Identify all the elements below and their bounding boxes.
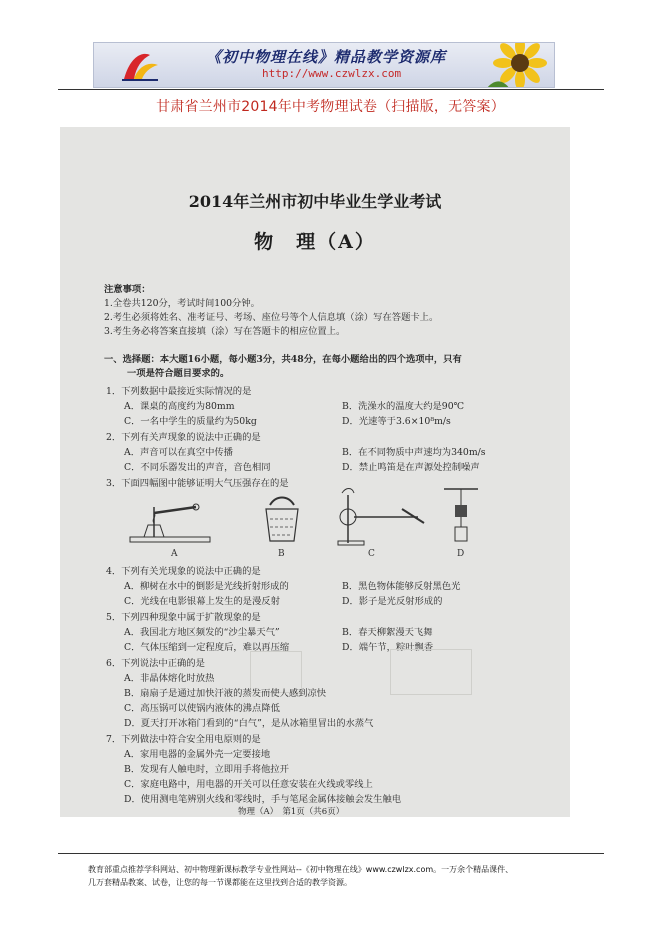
q2-option-b: B．在不同物质中声速均为340m/s — [342, 447, 486, 458]
exam-title: 2014年兰州市初中毕业生学业考试 — [188, 192, 442, 211]
figure-c-label: C — [368, 549, 375, 559]
q7-option-a: A．家用电器的金属外壳一定要接地 — [124, 749, 271, 760]
q7-stem: 7．下列做法中符合安全用电原则的是 — [106, 734, 261, 745]
q7-option-c: C．家庭电路中，用电器的开关可以任意安装在火线或零线上 — [124, 779, 373, 790]
site-logo-icon — [120, 49, 160, 83]
q5-option-d: D．端午节，粽叶飘香 — [342, 642, 434, 653]
q4-option-c: C．光线在电影银幕上发生的是漫反射 — [124, 596, 280, 607]
q4-option-a: A．柳树在水中的倒影是光线折射形成的 — [124, 581, 289, 592]
q6-stem: 6．下列说法中正确的是 — [106, 658, 205, 669]
site-footer — [88, 863, 608, 889]
q4-option-d: D．影子是光反射形成的 — [342, 596, 443, 607]
q3-stem: 3．下面四幅图中能够证明大气压强存在的是 — [106, 478, 289, 489]
q1-stem: 1．下列数据中最接近实际情况的是 — [106, 386, 252, 397]
q2-option-c: C．不同乐器发出的声音，音色相同 — [124, 462, 271, 473]
header-rule — [58, 89, 604, 90]
notice-heading: 注意事项： — [104, 284, 151, 295]
q4-stem: 4．下列有关光现象的说法中正确的是 — [106, 566, 261, 577]
q6-option-a: A．非晶体熔化时放热 — [124, 673, 215, 684]
q5-option-c: C．气体压缩到一定程度后，难以再压缩 — [124, 642, 290, 653]
banner-url[interactable]: http://www.czwlzx.com — [262, 67, 402, 80]
figure-d-label: D — [457, 549, 465, 559]
notice-2: 2.考生必须将姓名、准考证号、考场、座位号等个人信息填（涂）写在答题卡上。 — [104, 312, 439, 323]
footer-line-1: 教育部重点推荐学科网站、初中物理新课标教学专业性网站--《初中物理在线》www.czwlzx.com。一万余个精品课件、 — [88, 865, 514, 874]
bleed-through-mark — [390, 649, 472, 695]
site-banner — [93, 42, 555, 88]
q1-option-c: C．一名中学生的质量约为50kg — [124, 416, 257, 427]
q2-option-d: D．禁止鸣笛是在声源处控制噪声 — [342, 462, 480, 473]
q5-stem: 5．下列四种现象中属于扩散现象的是 — [106, 612, 261, 623]
q7-option-b: B．发现有人触电时，立即用手将他拉开 — [124, 764, 289, 775]
figure-d-hanging-weights — [440, 485, 482, 549]
sunflower-icon — [482, 42, 552, 88]
q1-option-b: B．洗澡水的温度大约是90℃ — [342, 401, 465, 412]
scanned-exam-page — [60, 127, 570, 817]
footer-line-2: 几万套精品教案、试卷，让您的每一节课都能在这里找到合适的教学资源。 — [88, 878, 352, 887]
exam-subject: 物 理（A） — [254, 231, 376, 253]
notice-3: 3.考生务必将答案直接填（涂）写在答题卡的相应位置上。 — [104, 326, 346, 337]
notice-1: 1.全卷共120分，考试时间100分钟。 — [104, 298, 260, 309]
figure-b-hand-cup — [252, 493, 312, 547]
q6-option-c: C．高压锅可以使锅内液体的沸点降低 — [124, 703, 280, 714]
figure-a-label: A — [171, 549, 178, 559]
q6-option-d: D．夏天打开冰箱门看到的“白气”，是从冰箱里冒出的水蒸气 — [124, 718, 374, 729]
figure-c-flask-stand — [332, 487, 432, 547]
q1-option-d: D．光速等于3.6×10⁸m/s — [342, 416, 451, 427]
q5-option-b: B．春天柳絮漫天飞舞 — [342, 627, 433, 638]
section-heading: 一、选择题：本大题16小题，每小题3分，共48分，在每小题给出的四个选项中，只有 — [104, 354, 462, 365]
q1-option-a: A．课桌的高度约为80mm — [124, 401, 235, 412]
document-title: 甘肃省兰州市2014年中考物理试卷（扫描版，无答案） — [156, 99, 505, 115]
footer-rule — [58, 853, 604, 854]
exam-page-footer: 物理（A） 第1页（共6页） — [238, 807, 345, 817]
q2-option-a: A．声音可以在真空中传播 — [124, 447, 233, 458]
q5-option-a: A．我国北方地区频发的“沙尘暴天气” — [124, 627, 280, 638]
q6-option-b: B．扇扇子是通过加快汗液的蒸发而使人感到凉快 — [124, 688, 327, 699]
banner-title: 《初中物理在线》精品教学资源库 — [206, 48, 447, 66]
section-heading-cont: 一项是符合题目要求的。 — [127, 368, 230, 379]
figure-a-burner-experiment — [124, 493, 214, 547]
q2-stem: 2．下列有关声现象的说法中正确的是 — [106, 432, 261, 443]
figure-b-label: B — [278, 549, 285, 559]
q7-option-d: D．使用测电笔辨别火线和零线时，手与笔尾金属体接触会发生触电 — [124, 794, 402, 805]
q4-option-b: B．黑色物体能够反射黑色光 — [342, 581, 461, 592]
